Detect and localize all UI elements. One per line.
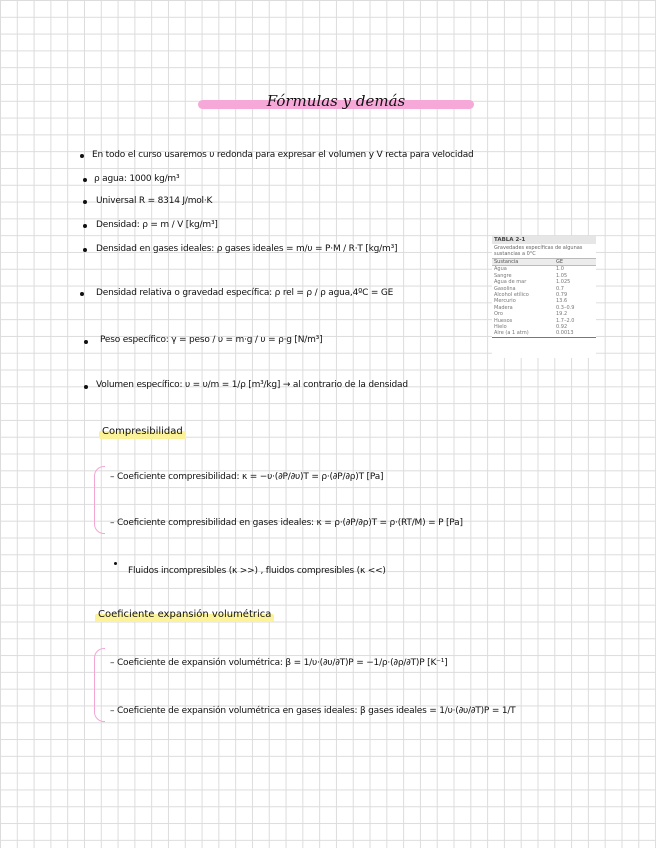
note-volume-notation: En todo el curso usaremos υ redonda para expresar el volumen y V recta para velocidad xyxy=(92,150,474,160)
table-subtitle: Gravedades específicas de algunas sustancias a 0°C xyxy=(492,244,596,259)
formula-compressibility: – Coeficiente compresibilidad: κ = −υ·(∂P/∂υ)T = ρ·(∂P/∂ρ)T [Pa] xyxy=(110,472,384,482)
table-cell: Mercurio xyxy=(494,298,516,305)
table-cell: 0.0013 xyxy=(556,330,574,337)
table-cell: 1.7–2.0 xyxy=(556,317,575,324)
note-relative-density: Densidad relativa o gravedad específica: ρ rel = ρ / ρ agua,4ºC = GE xyxy=(96,288,394,298)
title-block xyxy=(198,92,474,116)
section-heading-text: Coeficiente expansión volumétrica xyxy=(98,609,272,620)
table-cell: Oro xyxy=(494,311,503,318)
formula-volumetric-expansion: – Coeficiente de expansión volumétrica: β = 1/υ·(∂υ/∂T)P = −1/ρ·(∂ρ/∂T)P [K⁻¹] xyxy=(110,658,448,668)
page-title: Fórmulas y demás xyxy=(266,92,406,110)
bullet-dot xyxy=(84,340,88,344)
table-cell: 0.3–0.9 xyxy=(556,304,575,311)
table-cell: Gasolina xyxy=(494,285,516,292)
table-cell: Hielo xyxy=(494,324,507,331)
table-header-substance: Sustancia xyxy=(494,259,519,265)
table-cell: 0.79 xyxy=(556,292,568,299)
bullet-dot xyxy=(83,178,87,182)
table-cell: 0.7 xyxy=(556,285,564,292)
table-cell: 1.05 xyxy=(556,272,568,279)
formula-volumetric-expansion-ideal-gas: – Coeficiente de expansión volumétrica en gases ideales: β gases ideales = 1/υ·(∂υ/∂T)P = 1/T xyxy=(110,706,516,716)
section-brace xyxy=(94,466,105,534)
table-header-ge: GE xyxy=(556,259,564,265)
note-specific-volume: Volumen específico: υ = υ/m = 1/ρ [m³/kg] → al contrario de la densidad xyxy=(96,380,408,390)
table-cell: Agua xyxy=(494,266,507,273)
table-title: TABLA 2-1 xyxy=(492,236,596,244)
table-cell: Agua de mar xyxy=(494,279,527,286)
bullet-dot xyxy=(83,200,87,204)
table-cell: Alcohol etílico xyxy=(494,292,529,299)
note-specific-weight: Peso específico: γ = peso / υ = m·g / υ = ρ·g [N/m³] xyxy=(100,335,323,345)
bullet-dot xyxy=(83,224,87,228)
table-cell: 19.2 xyxy=(556,311,568,318)
table-cell: 1.0 xyxy=(556,266,564,273)
table-cell: 13.6 xyxy=(556,298,568,305)
table-header-row xyxy=(492,259,596,266)
note-water-density: ρ agua: 1000 kg/m³ xyxy=(94,174,180,184)
table-cell: Sangre xyxy=(494,272,512,279)
section-heading-compresibilidad xyxy=(102,426,183,437)
bullet-dot xyxy=(84,385,88,389)
note-incompressible-fluids: Fluidos incompresibles (κ >>) , fluidos compresibles (κ <<) xyxy=(128,566,386,576)
table-cell: Madera xyxy=(494,304,513,311)
table-cell: 0.92 xyxy=(556,324,568,331)
specific-gravity-table xyxy=(492,236,596,358)
table-row xyxy=(492,330,596,337)
note-ideal-gas-density: Densidad en gases ideales: ρ gases ideales = m/υ = P·M / R·T [kg/m³] xyxy=(96,244,398,254)
formula-compressibility-ideal-gas: – Coeficiente compresibilidad en gases ideales: κ = ρ·(∂P/∂ρ)T = ρ·(RT/M) = P [Pa] xyxy=(110,518,463,528)
section-heading-expansion xyxy=(98,609,271,620)
bullet-dot xyxy=(83,248,87,252)
bullet-dot xyxy=(80,292,84,296)
bullet-dot xyxy=(80,154,84,158)
table-cell: Aire (a 1 atm) xyxy=(494,330,529,337)
table-cell: Huesos xyxy=(494,317,513,324)
note-gas-constant: Universal R = 8314 J/mol·K xyxy=(96,196,213,206)
table-cell: 1.025 xyxy=(556,279,571,286)
bullet-dot xyxy=(114,562,117,565)
section-brace xyxy=(94,648,105,722)
note-density: Densidad: ρ = m / V [kg/m³] xyxy=(96,220,218,230)
section-heading-text: Compresibilidad xyxy=(102,426,183,437)
